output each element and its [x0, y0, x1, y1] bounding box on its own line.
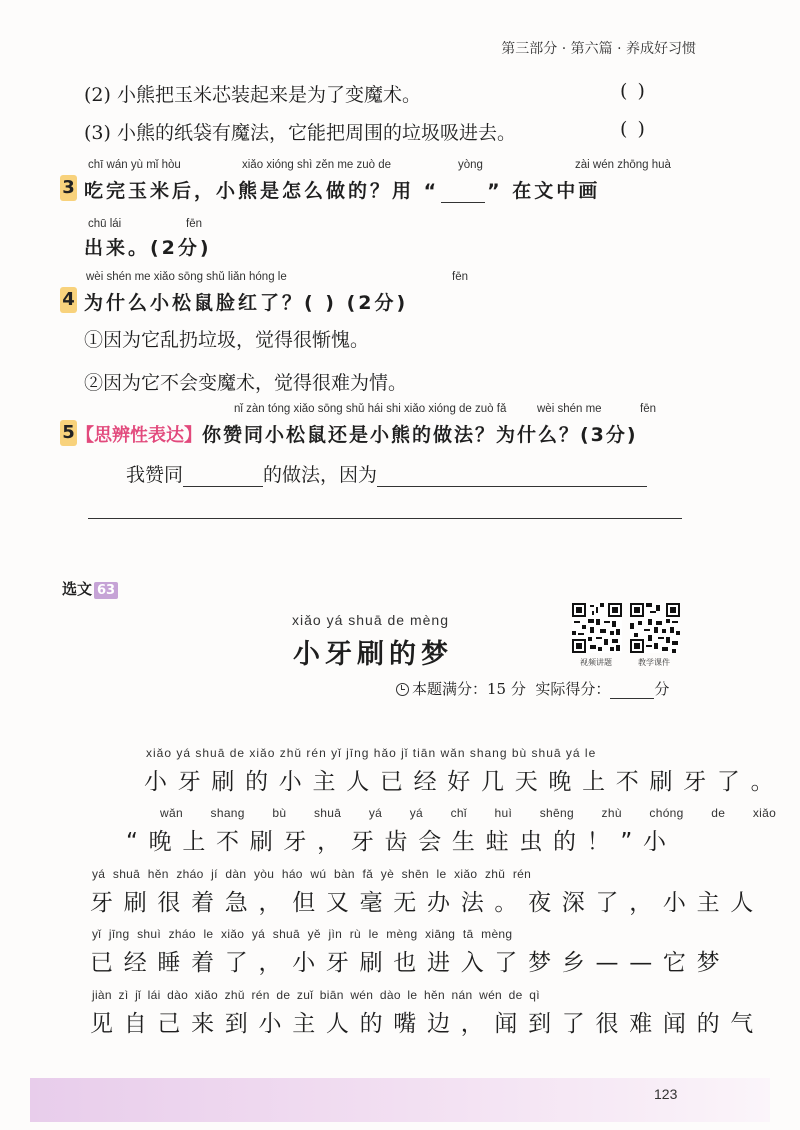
tf-answer-2[interactable]: ( )	[620, 80, 647, 102]
qr-caption-courseware: 教学课件	[638, 658, 670, 667]
question-number-4: 4	[60, 287, 77, 313]
qr-caption-video: 视频讲题	[580, 658, 612, 667]
q5-pinyin-fen: fēn	[640, 403, 656, 415]
title-pinyin: xiǎo yá shuā de mèng	[292, 612, 449, 628]
q5-pinyin-why: wèi shén me	[537, 403, 602, 415]
q3-pinyin-d: zài wén zhōng huà	[575, 159, 671, 171]
q3-pinyin-line2a: chū lái	[88, 218, 122, 230]
q5-blank-reason[interactable]	[377, 468, 647, 487]
q4-option-2[interactable]: ②因为它不会变魔术，觉得很难为情。	[84, 372, 408, 394]
clock-icon	[396, 683, 409, 696]
q5-answer-line-2[interactable]	[88, 518, 682, 519]
q5-answer-line: 我赞同 的做法，因为	[126, 460, 647, 487]
critical-thinking-tag: 【思辨性表达】	[76, 425, 202, 446]
selection-label: 选文 63	[62, 578, 118, 599]
q3-pinyin-a: chī wán yù mǐ hòu	[88, 159, 181, 171]
tf-answer-3[interactable]: ( )	[620, 118, 647, 140]
tf-item-2: (2) 小熊把玉米芯装起来是为了变魔术。	[84, 84, 421, 106]
q5-blank-choice[interactable]	[183, 468, 263, 487]
passage-line-5: 见自己来到小主人的嘴边，闻到了很难闻的气	[90, 1011, 764, 1037]
q3-text-line2: 出来。(2分)	[84, 237, 212, 259]
passage-pinyin-1: xiǎo yá shuā de xiǎo zhǔ rén yǐ jīng hǎo jǐ tiān wǎn shang bù shuā yá le	[146, 746, 597, 760]
score-blank[interactable]	[610, 684, 654, 699]
q4-text: 为什么小松鼠脸红了？( ) (2分)	[84, 292, 409, 314]
q4-pinyin-fen: fēn	[452, 271, 468, 283]
q3-pinyin-line2b: fēn	[186, 218, 202, 230]
section-header: 第三部分 · 第六篇 · 养成好习惯	[501, 41, 696, 57]
passage-line-3: 牙刷很着急，但又毫无办法。夜深了，小主人	[90, 890, 764, 916]
q3-symbol-blank	[441, 184, 485, 203]
passage-title: 小牙刷的梦	[293, 639, 453, 670]
q5-line	[76, 420, 638, 447]
passage-pinyin-2: wǎn shang bù shuā yá yá chǐ huì shēng zhù chóng de xiǎo	[160, 806, 777, 820]
qr-code-video[interactable]	[572, 603, 622, 653]
q5-text: 你赞同小松鼠还是小熊的做法？为什么？(3分)	[202, 424, 638, 446]
score-line: 本题满分：15 分 实际得分： 分	[396, 678, 669, 699]
q3-pinyin-c: yòng	[458, 159, 483, 171]
question-number-3: 3	[60, 175, 77, 201]
q3-pinyin-b: xiǎo xióng shì zěn me zuò de	[242, 159, 392, 171]
passage-line-1: 小牙刷的小主人已经好几天晚上不刷牙了。	[144, 769, 785, 795]
passage-line-4: 已经睡着了，小牙刷也进入了梦乡——它梦	[90, 950, 731, 976]
passage-pinyin-4: yǐ jīng shuì zháo le xiǎo yá shuā yě jìn rù le mèng xiāng tā mèng	[92, 927, 513, 941]
selection-number: 63	[94, 582, 118, 599]
passage-line-2: “晚上不刷牙，牙齿会生蛀虫的！”小	[126, 829, 677, 855]
qr-code-courseware[interactable]	[630, 603, 680, 653]
tf-item-3: (3) 小熊的纸袋有魔法，它能把周围的垃圾吸进去。	[84, 122, 516, 144]
q4-option-1[interactable]: ①因为它乱扔垃圾，觉得很惭愧。	[84, 329, 370, 351]
q5-pinyin: nǐ zàn tóng xiǎo sōng shǔ hái shi xiǎo xióng de zuò fǎ	[234, 403, 507, 415]
question-number-5: 5	[60, 420, 77, 446]
passage-pinyin-3: yá shuā hěn zháo jí dàn yòu háo wú bàn fǎ yè shēn le xiǎo zhǔ rén	[92, 867, 532, 881]
q4-pinyin: wèi shén me xiǎo sōng shǔ liǎn hóng le	[86, 271, 287, 283]
passage-pinyin-5: jiàn zì jǐ lái dào xiǎo zhǔ rén de zuǐ biān wén dào le hěn nán wén de qì	[92, 988, 540, 1002]
q3-text: 吃完玉米后，小熊是怎么做的？用 “ ” 在文中画	[84, 180, 601, 202]
page-number: 123	[654, 1086, 678, 1102]
